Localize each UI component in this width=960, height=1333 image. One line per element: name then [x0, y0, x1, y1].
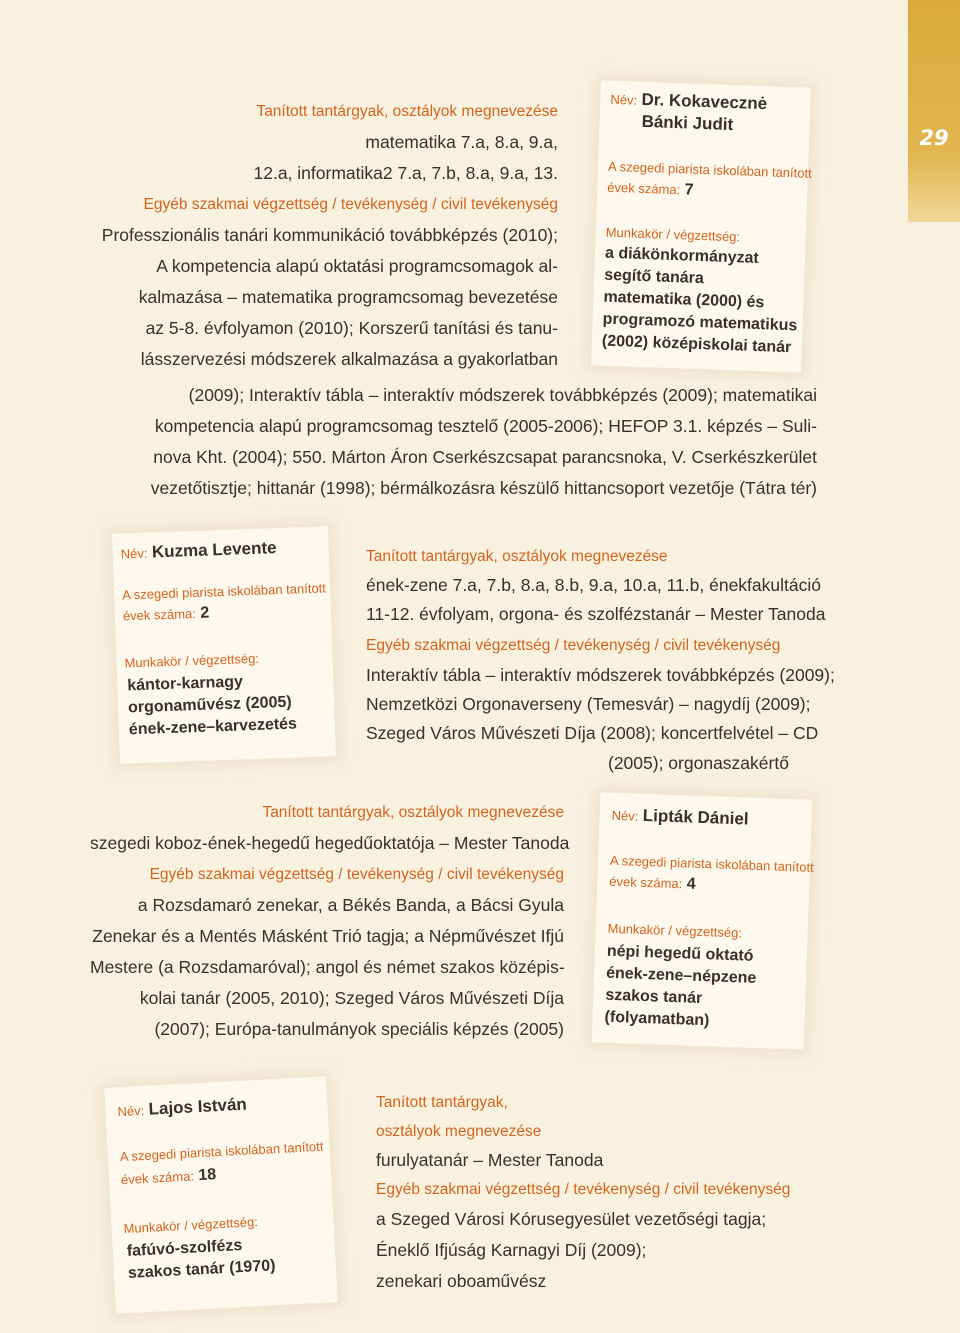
teacher-name: Kuzma Levente: [151, 538, 277, 562]
subjects-heading: Tanított tantárgyak, osztályok megnevezése: [262, 804, 564, 821]
years-value: 4: [686, 875, 696, 893]
other-heading: Egyéb szakmai végzettség / tevékenység / civil tevékenység: [366, 637, 781, 654]
profile-card-4: [104, 1076, 338, 1313]
role-label: Munkakör / végzettség:: [607, 920, 743, 941]
profile-card-3: [592, 792, 813, 1049]
other-heading: Egyéb szakmai végzettség / tevékenység / civil tevékenység: [376, 1181, 791, 1198]
section4-text: Tanított tantárgyak, osztályok megnevezése furulyatanár – Mester Tanoda Egyéb szakmai végzettség / tevékenység / civil tevékenység a Szeged Városi Kórusegyesület vezetőségi tagja; Éneklő Ifjúság Karnagyi Díj (2009); zenekari oboaművész: [376, 1088, 856, 1297]
years-label-2: évek száma:: [607, 179, 681, 198]
years-label-2: évek száma:: [609, 873, 683, 892]
name-label: Név:: [120, 545, 148, 562]
subjects-heading: Tanított tantárgyak, osztályok megnevezése: [366, 548, 668, 565]
other-heading: Egyéb szakmai végzettség / tevékenység / civil tevékenység: [143, 196, 558, 213]
profile-card-1: [591, 80, 811, 372]
years-value: 2: [200, 604, 210, 622]
page-number: 29: [919, 126, 949, 150]
teacher-name: Lajos István: [148, 1094, 248, 1119]
role-text: fafúvó-szolfézs szakos tanár (1970): [126, 1236, 276, 1282]
teacher-name-line2: Bánki Judit: [641, 111, 734, 135]
role-label: Munkakör / végzettség:: [123, 1214, 259, 1237]
years-label: A szegedi piarista iskolában tanított: [121, 580, 327, 603]
name-label: Név:: [117, 1102, 145, 1120]
role-label: Munkakör / végzettség:: [124, 650, 260, 671]
teacher-name: Lipták Dániel: [642, 805, 749, 829]
role-label: Munkakör / végzettség:: [605, 224, 741, 245]
section2-text: Tanított tantárgyak, osztályok megnevezése ének-zene 7.a, 7.b, 8.a, 8.b, 9.a, 10.a, 11.b, énekfakultáció 11-12. évfolyam, orgona- és szolfézstanár – Mester Tanoda Egyéb szakmai végzettség / tevékenység / civil tevékenység Interaktív tábla – interaktív módszerek továbbképzés (2009); Nemzetközi Orgonaverseny (Temesvár) – nagydíj (2009); Szeged Város Művészeti Díja (2008); koncertfelvétel – CD (2005); orgonaszakértő: [366, 542, 846, 779]
years-value: 18: [197, 1166, 217, 1185]
years-label: A szegedi piarista iskolában tanított: [607, 158, 812, 181]
subjects-heading: Tanított tantárgyak, osztályok megnevezése: [256, 103, 558, 120]
other-heading: Egyéb szakmai végzettség / tevékenység / civil tevékenység: [149, 866, 564, 883]
years-label: A szegedi piarista iskolában tanított: [609, 852, 814, 875]
profile-card-2: [112, 526, 336, 763]
subjects-heading-2: osztályok megnevezése: [376, 1123, 542, 1140]
years-label-2: évek száma:: [122, 605, 197, 624]
name-label: Név:: [611, 807, 639, 824]
years-label: A szegedi piarista iskolában tanított: [119, 1138, 324, 1165]
page-tab: [908, 0, 960, 222]
section3-text: Tanított tantárgyak, osztályok megnevezése szegedi koboz-ének-hegedű hegedűoktatója – Mester Tanoda Egyéb szakmai végzettség / tevékenység / civil tevékenység a Rozsdamaró zenekar, a Békés Banda, a Bácsi Gyula Zenekar és a Mentés Másként Trió tagja; a Népművészet Ifjú Mestere (a Rozsdamaróval); angol és német szakos középis- kolai tanár (2005, 2010); Szeged Város Művészeti Díja (2007); Európa-tanulmányok speciális képzés (2005): [90, 797, 564, 1045]
teacher-name: Dr. Kokavecznė: [641, 89, 768, 114]
section1-right-text: Tanított tantárgyak, osztályok megnevezése matematika 7.a, 8.a, 9.a, 12.a, informatika2 7.a, 7.b, 8.a, 9.a, 13. Egyéb szakmai végzettség / tevékenység / civil tevékenység Professzionális tanári kommunikáció továbbképzés (2010); A kompetencia alapú oktatási programcsomagok al- kalmazása – matematika programcsomag bevezetése az 5-8. évfolyamon (2010); Korszerű tanítási és tanu- lásszervezési módszerek alkalmazása a gyakorlatban: [96, 96, 558, 375]
years-value: 7: [684, 181, 694, 199]
name-label: Név:: [610, 91, 638, 108]
role-text: kántor-karnagy orgonaművész (2005) ének-zene–karvezetés: [127, 673, 298, 739]
role-text: a diákönkormányzat segítő tanára matematika (2000) és programozó matematikus (2002) középiskolai tanár: [601, 244, 798, 357]
subjects-heading: Tanított tantárgyak,: [376, 1094, 508, 1111]
years-label-2: évek száma:: [120, 1168, 195, 1188]
section1-full-text: (2009); Interaktív tábla – interaktív módszerek továbbképzés (2009); matematikai kompetencia alapú programcsomag tesztelő (2005-2006); HEFOP 3.1. képzés – Suli- nova Kht. (2004); 550. Márton Áron Cserkészcsapat parancsnoka, V. Cserkészkerület vezetőtisztje; hittanár (1998); bérmálkozásra készülő hittancsoport vezetője (Tátra tér): [150, 385, 817, 498]
role-text: népi hegedű oktató ének-zene–népzene szakos tanár (folyamatban): [604, 942, 757, 1030]
